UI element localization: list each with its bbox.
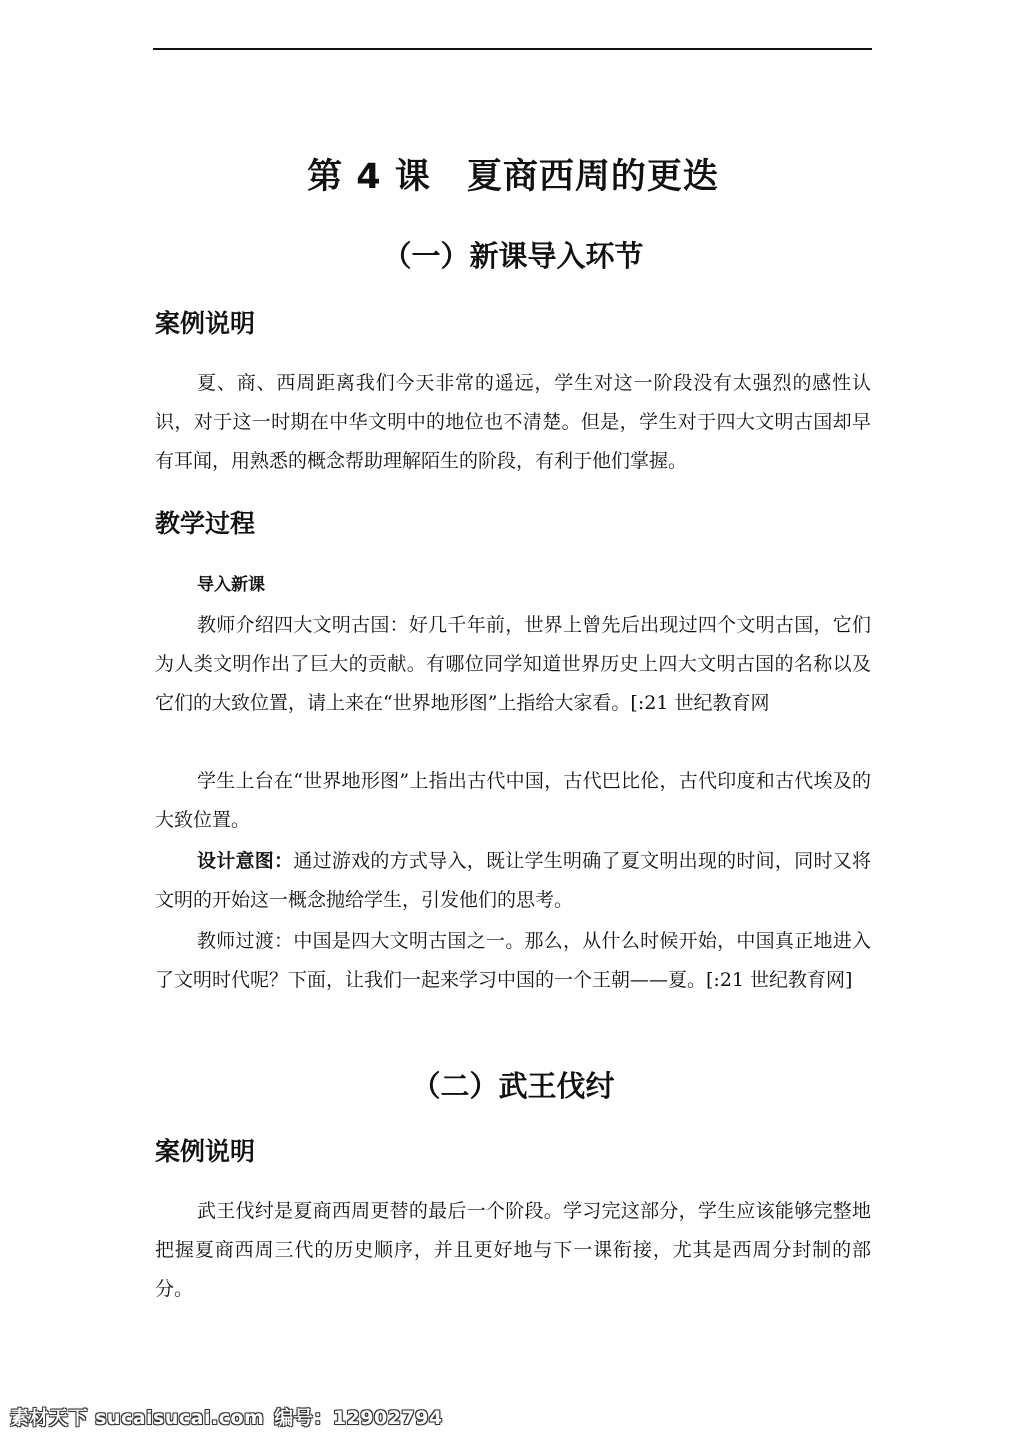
section-1-case-heading: 案例说明 bbox=[155, 309, 256, 338]
section-1-case-text: 夏、商、西周距离我们今天非常的遥远，学生对这一阶段没有太强烈的感性认识，对于这一时期在中华文明中的地位也不清楚。但是，学生对于四大文明古国却早有耳闻，用熟悉的概念帮助理解陌生的阶段，有利于他们掌握。 bbox=[155, 372, 871, 472]
design-intent-text: 通过游戏的方式导入，既让学生明确了夏文明出现的时间，同时又将文明的开始这一概念抛给学生，引发他们的思考。 bbox=[155, 850, 871, 911]
design-intent-label: 设计意图： bbox=[197, 850, 294, 872]
header-rule bbox=[153, 48, 872, 50]
section-2-case-heading: 案例说明 bbox=[155, 1137, 256, 1166]
section-2-case-text: 武王伐纣是夏商西周更替的最后一个阶段。学习完这部分，学生应该能够完整地把握夏商西周三代的历史顺序，并且更好地与下一课衔接，尤其是西周分封制的部分。 bbox=[155, 1200, 871, 1300]
watermark-id: 编号：12902794 bbox=[274, 1407, 443, 1429]
lesson-title: 第 4 课 夏商西周的更迭 bbox=[307, 157, 719, 197]
design-intent-paragraph bbox=[155, 842, 871, 920]
section-1-heading: （一）新课导入环节 bbox=[382, 239, 644, 273]
section-2-heading: （二）武王伐纣 bbox=[411, 1069, 615, 1103]
intro-heading: 导入新课 bbox=[197, 575, 265, 595]
watermark-site: 素材天下 sucaisucai.com bbox=[10, 1407, 265, 1429]
process-heading: 教学过程 bbox=[155, 509, 256, 538]
teacher-transition-paragraph: 教师过渡：中国是四大文明古国之一。那么，从什么时候开始，中国真正地进入了文明时代呢？下面，让我们一起来学习中国的一个王朝——夏。[:21 世纪教育网] bbox=[155, 930, 871, 991]
student-activity-paragraph: 学生上台在“世界地形图”上指出古代中国，古代巴比伦，古代印度和古代埃及的大致位置。 bbox=[155, 770, 871, 831]
watermark bbox=[10, 1403, 453, 1430]
teacher-intro-paragraph: 教师介绍四大文明古国：好几千年前，世界上曾先后出现过四个文明古国，它们为人类文明作出了巨大的贡献。有哪位同学知道世界历史上四大文明古国的名称以及它们的大致位置，请上来在“世界地形图”上指给大家看。[:21 世纪教育网 bbox=[155, 614, 871, 714]
